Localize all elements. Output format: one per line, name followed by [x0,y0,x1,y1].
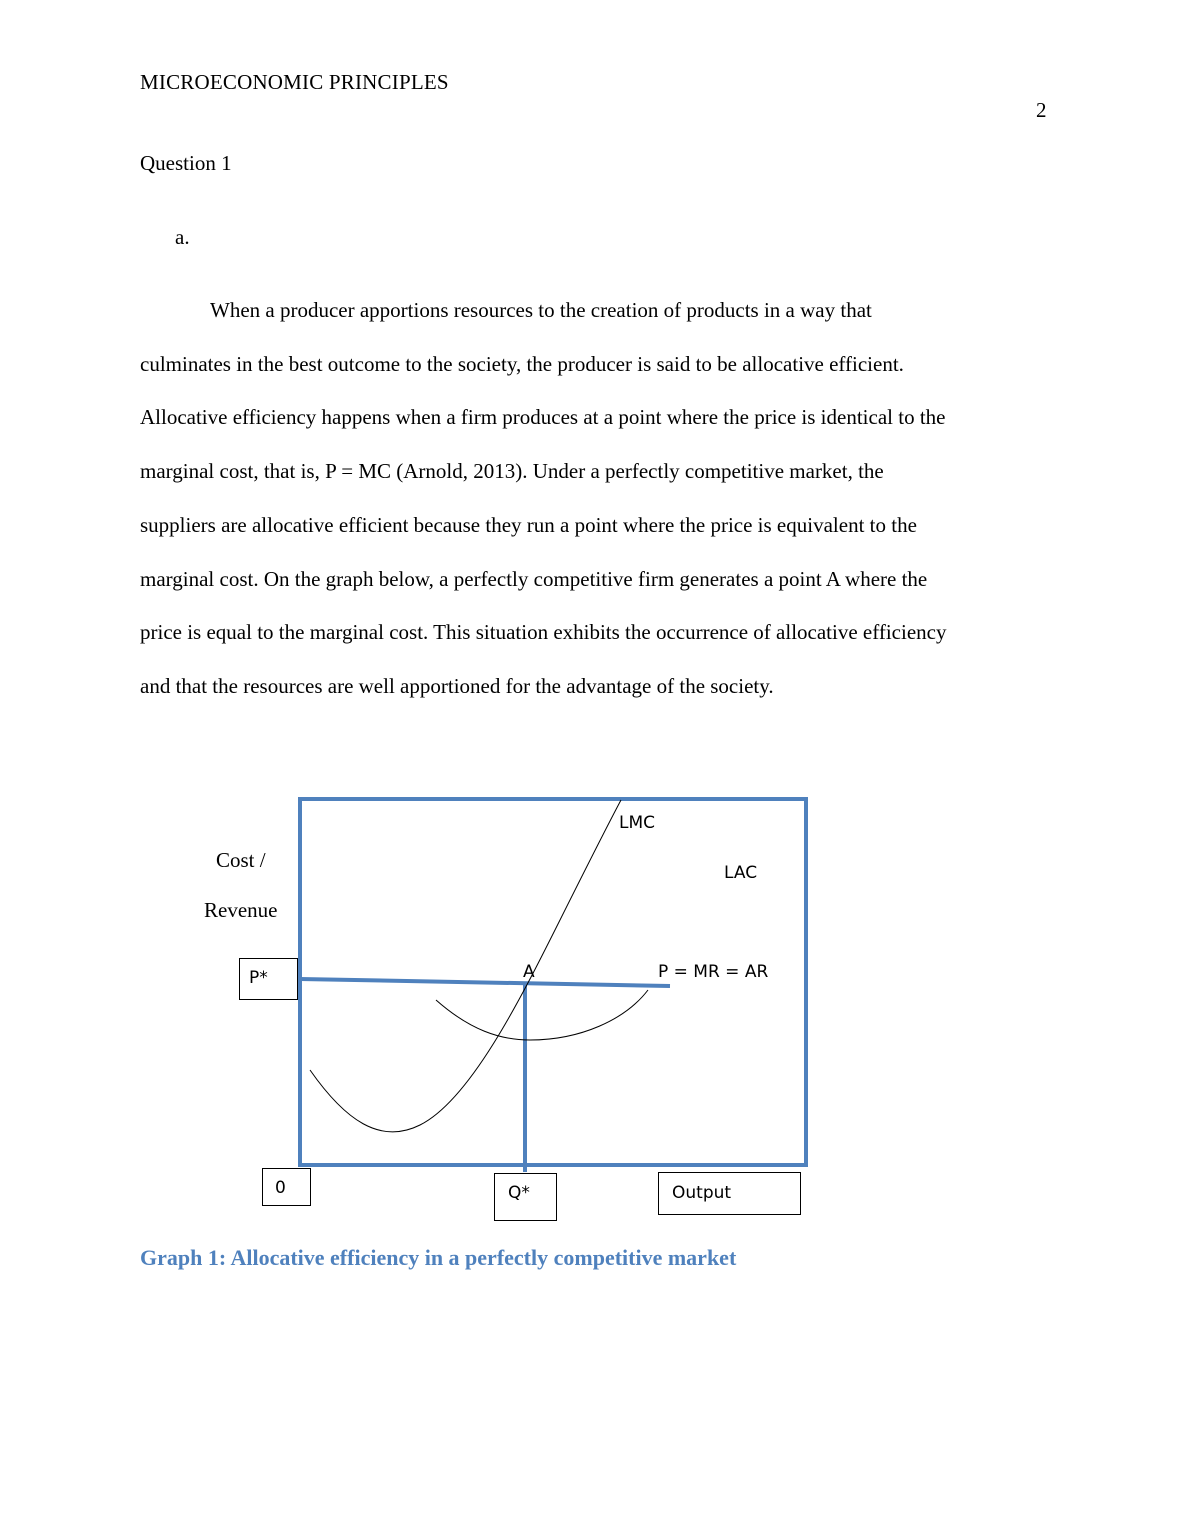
section-heading: Question 1 [140,151,232,175]
point-a-label: A [523,962,535,982]
paragraph-line: Allocative efficiency happens when a firm produces at a point where the price is identical to the [140,405,946,430]
paragraph-line: price is equal to the marginal cost. This situation exhibits the occurrence of allocative efficiency [140,620,947,645]
origin-label-box [262,1168,311,1206]
quantity-star-label-box [494,1173,557,1221]
page-number: 2 [1036,98,1047,122]
subsection-label: a. [175,225,190,249]
x-axis-output-label: Output [672,1183,732,1203]
graph-caption: Graph 1: Allocative efficiency in a perfectly competitive market [140,1245,737,1270]
quantity-star-label: Q* [508,1183,530,1203]
lmc-label: LMC [619,813,656,833]
output-label-box [658,1172,801,1215]
body-paragraph [140,284,1050,714]
price-star-label: P* [249,968,268,988]
paragraph-line: culminates in the best outcome to the society, the producer is said to be allocative efficient. [140,351,904,376]
price-line [300,979,670,986]
y-axis-label-revenue: Revenue [204,898,278,922]
price-star-label-box [239,958,298,1000]
price-line-label: P = MR = AR [658,962,769,982]
lmc-curve [310,800,621,1132]
paragraph-line: and that the resources are well apportioned for the advantage of the society. [140,673,774,698]
paragraph-line: When a producer apportions resources to the creation of products in a way that [210,298,872,322]
y-axis-label-cost: Cost / [216,848,266,872]
paragraph-line: marginal cost. On the graph below, a perfectly competitive firm generates a point A where the [140,566,928,591]
lac-label: LAC [724,863,758,883]
paragraph-line: marginal cost, that is, P = MC (Arnold, 2013). Under a perfectly competitive market, the [140,459,884,484]
running-header-title: MICROECONOMIC PRINCIPLES [140,70,449,94]
lac-curve [436,990,648,1040]
origin-label: 0 [275,1178,286,1198]
paragraph-line: suppliers are allocative efficient because they run a point where the price is equivalent to the [140,512,917,537]
